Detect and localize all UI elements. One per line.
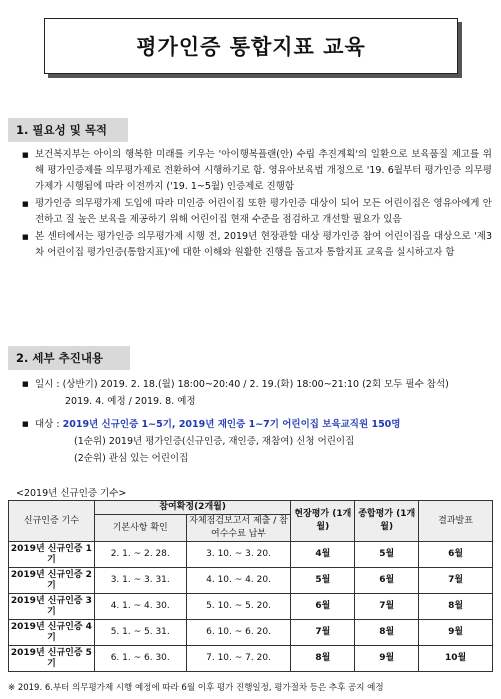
priority-line: (2순위) 관심 있는 어린이집 xyxy=(74,453,189,464)
title-box xyxy=(44,18,458,74)
basic-check-cell: 4. 1. ~ 4. 30. xyxy=(94,594,186,620)
basic-check-cell: 6. 1. ~ 6. 30. xyxy=(94,646,186,672)
cohort-cell: 2019년 신규인증 3기 xyxy=(9,594,95,620)
schedule-line-continued: 2019. 4. 예정 / 2019. 8. 예정 xyxy=(65,396,196,407)
self-report-cell: 4. 10. ~ 4. 20. xyxy=(186,568,291,594)
table-row xyxy=(9,542,493,568)
onsite-cell: 4월 xyxy=(291,542,355,568)
header-result: 결과발표 xyxy=(419,501,493,542)
cohort-cell: 2019년 신규인증 4기 xyxy=(9,620,95,646)
table-row xyxy=(9,594,493,620)
schedule-table xyxy=(8,500,493,672)
self-report-cell: 7. 10. ~ 7. 20. xyxy=(186,646,291,672)
header-self-report: 자체점검보고서 제출 / 참여수수료 납부 xyxy=(186,515,291,542)
result-cell: 7월 xyxy=(419,568,493,594)
bullet-item: ■ 평가인증 의무평가제 도입에 따라 미인증 어린이집 또한 평가인증 대상이 되어 모든 어린이집은 영유아에게 안전하고 질 높은 보육을 제공하기 위해 어린이집 현재 수준을 점검하고 개선할 필요가 있음 xyxy=(22,196,492,228)
header-basic-check: 기본사항 확인 xyxy=(94,515,186,542)
cohort-cell: 2019년 신규인증 5기 xyxy=(9,646,95,672)
overall-cell: 5월 xyxy=(355,542,419,568)
result-cell: 6월 xyxy=(419,542,493,568)
title-shadow xyxy=(458,22,462,78)
details-list xyxy=(22,376,492,467)
bullet-item: ■ 본 센터에서는 평가인증 의무평가제 시행 전, 2019년 현장관할 대상 평가인증 참여 어린이집을 대상으로 '제3차 어린이집 평가인증(통합지표)'에 대한 이해와 원활한 진행을 돕고자 통합지표 교육을 실시하고자 함 xyxy=(22,229,492,261)
table-row xyxy=(9,568,493,594)
onsite-cell: 5월 xyxy=(291,568,355,594)
overall-cell: 7월 xyxy=(355,594,419,620)
basic-check-cell: 3. 1. ~ 3. 31. xyxy=(94,568,186,594)
footnote: ※ 2019. 6.부터 의무평가제 시행 예정에 따라 6월 이후 평가 진행일정, 평가절차 등은 추후 공지 예정 xyxy=(8,683,384,693)
priority-line: (1순위) 2019년 평가인증(신규인증, 재인증, 재참여) 신청 어린이집 xyxy=(74,436,355,447)
result-cell: 8월 xyxy=(419,594,493,620)
header-cohort: 신규인증 기수 xyxy=(9,501,95,542)
cohort-cell: 2019년 신규인증 2기 xyxy=(9,568,95,594)
self-report-cell: 5. 10. ~ 5. 20. xyxy=(186,594,291,620)
onsite-cell: 7월 xyxy=(291,620,355,646)
result-cell: 10월 xyxy=(419,646,493,672)
onsite-cell: 6월 xyxy=(291,594,355,620)
overall-cell: 8월 xyxy=(355,620,419,646)
overall-cell: 6월 xyxy=(355,568,419,594)
section-heading-necessity: 1. 필요성 및 목적 xyxy=(8,118,128,142)
target-prefix: 대상 : xyxy=(35,419,63,430)
target-emphasis: 2019년 신규인증 1~5기, 2019년 재인증 1~7기 어린이집 보육교직원 150명 xyxy=(62,419,401,430)
necessity-bullet-list xyxy=(22,147,492,262)
result-cell: 9월 xyxy=(419,620,493,646)
table-row xyxy=(9,620,493,646)
basic-check-cell: 5. 1. ~ 5. 31. xyxy=(94,620,186,646)
section-heading-details: 2. 세부 추진내용 xyxy=(8,346,130,370)
page-title: 평가인증 통합지표 교육 xyxy=(136,35,366,59)
schedule-line: ■ 일시 : (상반기) 2019. 2. 18.(월) 18:00~20:40 / 2. 19.(화) 18:00~21:10 (2회 모두 필수 참석) xyxy=(22,376,492,393)
onsite-cell: 8월 xyxy=(291,646,355,672)
basic-check-cell: 2. 1. ~ 2. 28. xyxy=(94,542,186,568)
cohort-cell: 2019년 신규인증 1기 xyxy=(9,542,95,568)
bullet-item: ■ 보건복지부는 아이의 행복한 미래를 키우는 '아이행복플랜(안) 수립 추진계획'의 일환으로 보육품질 제고를 위해 평가인증제를 의무평가제로 전환하여 시행하기로 함. 영유아보육법 개정으로 '19. 6월부터 평가인증 의무평가제가 시행됨에 따라 이전까지 ('19. 1~5월) 인증제로 진행함 xyxy=(22,147,492,195)
self-report-cell: 3. 10. ~ 3. 20. xyxy=(186,542,291,568)
header-overall: 종합평가 (1개월) xyxy=(355,501,419,542)
overall-cell: 9월 xyxy=(355,646,419,672)
title-shadow xyxy=(48,74,462,78)
target-line xyxy=(22,416,492,433)
table-row xyxy=(9,646,493,672)
header-onsite: 현장평가 (1개월) xyxy=(291,501,355,542)
table-caption: <2019년 신규인증 기수> xyxy=(16,488,127,499)
self-report-cell: 6. 10. ~ 6. 20. xyxy=(186,620,291,646)
header-participation: 참여확정(2개월) xyxy=(94,501,291,515)
